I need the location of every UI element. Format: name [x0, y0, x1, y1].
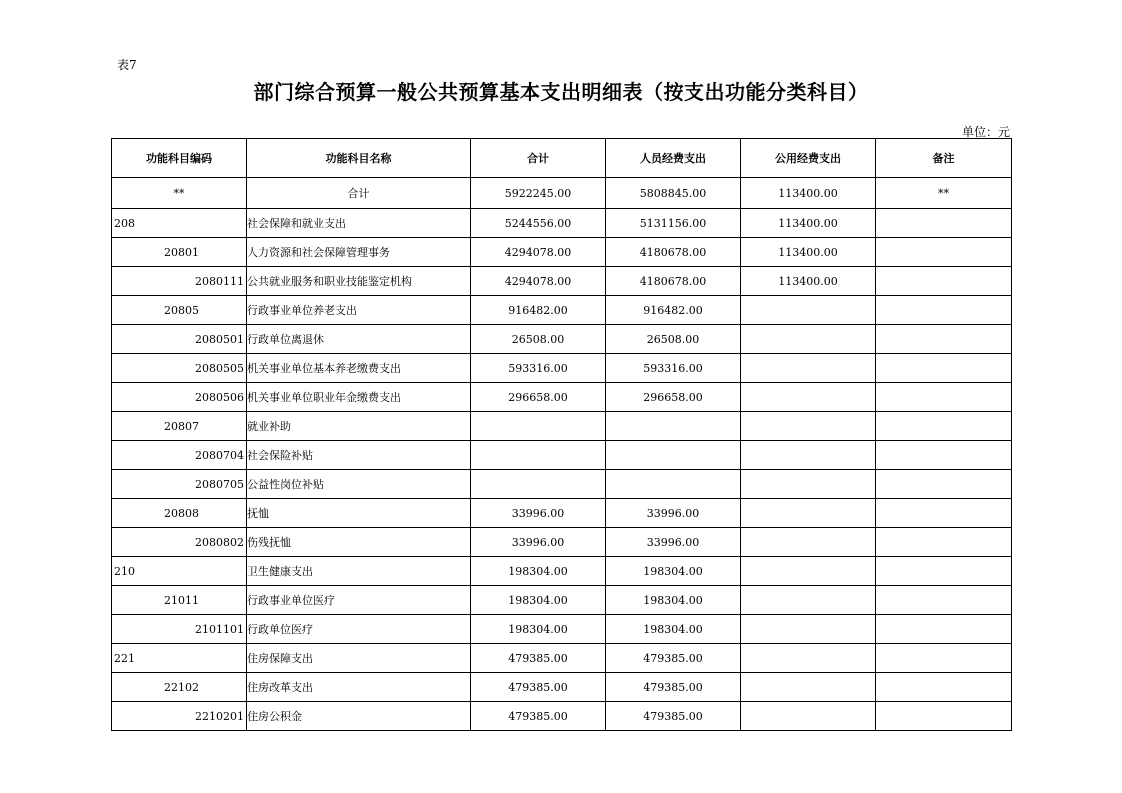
- table-row: [112, 354, 1012, 383]
- name-cell: 行政事业单位医疗: [247, 586, 471, 615]
- table-row: [112, 383, 1012, 412]
- total-cell: 33996.00: [471, 528, 606, 557]
- code-cell: 2080506: [112, 383, 247, 412]
- public-cell: [741, 586, 876, 615]
- total-personnel-cell: 5808845.00: [606, 178, 741, 209]
- table-row: [112, 557, 1012, 586]
- name-cell: 卫生健康支出: [247, 557, 471, 586]
- personnel-cell: 198304.00: [606, 586, 741, 615]
- table-row: [112, 586, 1012, 615]
- public-cell: [741, 499, 876, 528]
- table-row: [112, 644, 1012, 673]
- personnel-cell: 26508.00: [606, 325, 741, 354]
- personnel-cell: [606, 470, 741, 499]
- code-cell: 20807: [112, 412, 247, 441]
- code-cell: 20808: [112, 499, 247, 528]
- budget-table: [111, 138, 1012, 731]
- personnel-cell: 198304.00: [606, 615, 741, 644]
- personnel-cell: 916482.00: [606, 296, 741, 325]
- personnel-cell: 479385.00: [606, 644, 741, 673]
- name-cell: 行政单位离退休: [247, 325, 471, 354]
- total-code-cell: **: [112, 178, 247, 209]
- name-cell: 住房保障支出: [247, 644, 471, 673]
- note-cell: [876, 499, 1012, 528]
- public-cell: 113400.00: [741, 267, 876, 296]
- public-cell: [741, 470, 876, 499]
- name-cell: 机关事业单位基本养老缴费支出: [247, 354, 471, 383]
- code-cell: 20801: [112, 238, 247, 267]
- total-cell: 479385.00: [471, 644, 606, 673]
- table-number-label: 表7: [117, 58, 137, 72]
- personnel-cell: 33996.00: [606, 528, 741, 557]
- name-cell: 伤残抚恤: [247, 528, 471, 557]
- note-cell: [876, 441, 1012, 470]
- total-cell: 4294078.00: [471, 267, 606, 296]
- code-cell: 2080111: [112, 267, 247, 296]
- total-note-cell: **: [876, 178, 1012, 209]
- note-cell: [876, 238, 1012, 267]
- public-cell: [741, 441, 876, 470]
- table-row: [112, 615, 1012, 644]
- public-cell: [741, 383, 876, 412]
- table-row: [112, 209, 1012, 238]
- public-cell: [741, 557, 876, 586]
- table-row: [112, 296, 1012, 325]
- total-cell: 296658.00: [471, 383, 606, 412]
- header-cell-total: 合计: [471, 139, 606, 178]
- total-row: [112, 178, 1012, 209]
- name-cell: 住房公积金: [247, 702, 471, 731]
- note-cell: [876, 644, 1012, 673]
- total-cell: [471, 470, 606, 499]
- note-cell: [876, 557, 1012, 586]
- code-cell: 21011: [112, 586, 247, 615]
- table-row: [112, 499, 1012, 528]
- unit-label: 单位：元: [961, 125, 1010, 139]
- note-cell: [876, 209, 1012, 238]
- total-cell: 198304.00: [471, 586, 606, 615]
- personnel-cell: 4180678.00: [606, 238, 741, 267]
- note-cell: [876, 673, 1012, 702]
- table-row: [112, 673, 1012, 702]
- total-cell: [471, 441, 606, 470]
- note-cell: [876, 296, 1012, 325]
- table-row: [112, 470, 1012, 499]
- code-cell: 2080705: [112, 470, 247, 499]
- personnel-cell: 296658.00: [606, 383, 741, 412]
- note-cell: [876, 267, 1012, 296]
- name-cell: 公益性岗位补贴: [247, 470, 471, 499]
- total-cell: [471, 412, 606, 441]
- personnel-cell: 5131156.00: [606, 209, 741, 238]
- public-cell: 113400.00: [741, 209, 876, 238]
- total-public-cell: 113400.00: [741, 178, 876, 209]
- name-cell: 行政事业单位养老支出: [247, 296, 471, 325]
- code-cell: 2080501: [112, 325, 247, 354]
- total-cell: 479385.00: [471, 673, 606, 702]
- total-name-cell: 合计: [247, 178, 471, 209]
- total-cell: 198304.00: [471, 615, 606, 644]
- name-cell: 人力资源和社会保障管理事务: [247, 238, 471, 267]
- code-cell: 22102: [112, 673, 247, 702]
- table-row: [112, 702, 1012, 731]
- code-cell: 210: [112, 557, 247, 586]
- total-cell: 479385.00: [471, 702, 606, 731]
- name-cell: 住房改革支出: [247, 673, 471, 702]
- table-row: [112, 238, 1012, 267]
- personnel-cell: 479385.00: [606, 702, 741, 731]
- name-cell: 行政单位医疗: [247, 615, 471, 644]
- total-cell: 26508.00: [471, 325, 606, 354]
- name-cell: 社会保障和就业支出: [247, 209, 471, 238]
- public-cell: [741, 296, 876, 325]
- header-cell-personnel: 人员经费支出: [606, 139, 741, 178]
- note-cell: [876, 470, 1012, 499]
- code-cell: 2080704: [112, 441, 247, 470]
- public-cell: [741, 644, 876, 673]
- header-cell-name: 功能科目名称: [247, 139, 471, 178]
- personnel-cell: 198304.00: [606, 557, 741, 586]
- total-cell: 5244556.00: [471, 209, 606, 238]
- public-cell: [741, 673, 876, 702]
- public-cell: 113400.00: [741, 238, 876, 267]
- table-row: [112, 441, 1012, 470]
- code-cell: 208: [112, 209, 247, 238]
- personnel-cell: [606, 412, 741, 441]
- name-cell: 就业补助: [247, 412, 471, 441]
- personnel-cell: [606, 441, 741, 470]
- note-cell: [876, 528, 1012, 557]
- code-cell: 2101101: [112, 615, 247, 644]
- header-row: [112, 139, 1012, 178]
- header-cell-note: 备注: [876, 139, 1012, 178]
- code-cell: 2080802: [112, 528, 247, 557]
- note-cell: [876, 354, 1012, 383]
- name-cell: 抚恤: [247, 499, 471, 528]
- code-cell: 221: [112, 644, 247, 673]
- code-cell: 2210201: [112, 702, 247, 731]
- public-cell: [741, 615, 876, 644]
- total-cell: 4294078.00: [471, 238, 606, 267]
- table-row: [112, 528, 1012, 557]
- total-cell: 916482.00: [471, 296, 606, 325]
- total-cell: 198304.00: [471, 557, 606, 586]
- note-cell: [876, 325, 1012, 354]
- public-cell: [741, 354, 876, 383]
- personnel-cell: 593316.00: [606, 354, 741, 383]
- public-cell: [741, 528, 876, 557]
- personnel-cell: 33996.00: [606, 499, 741, 528]
- personnel-cell: 4180678.00: [606, 267, 741, 296]
- code-cell: 2080505: [112, 354, 247, 383]
- name-cell: 机关事业单位职业年金缴费支出: [247, 383, 471, 412]
- note-cell: [876, 702, 1012, 731]
- note-cell: [876, 412, 1012, 441]
- total-cell: 593316.00: [471, 354, 606, 383]
- header-cell-public: 公用经费支出: [741, 139, 876, 178]
- public-cell: [741, 325, 876, 354]
- total-cell: 33996.00: [471, 499, 606, 528]
- note-cell: [876, 383, 1012, 412]
- total-total-cell: 5922245.00: [471, 178, 606, 209]
- note-cell: [876, 586, 1012, 615]
- name-cell: 社会保险补贴: [247, 441, 471, 470]
- note-cell: [876, 615, 1012, 644]
- personnel-cell: 479385.00: [606, 673, 741, 702]
- public-cell: [741, 412, 876, 441]
- table-row: [112, 325, 1012, 354]
- table-row: [112, 412, 1012, 441]
- table-row: [112, 267, 1012, 296]
- page-title: 部门综合预算一般公共预算基本支出明细表（按支出功能分类科目）: [253, 80, 869, 104]
- name-cell: 公共就业服务和职业技能鉴定机构: [247, 267, 471, 296]
- code-cell: 20805: [112, 296, 247, 325]
- public-cell: [741, 702, 876, 731]
- header-cell-code: 功能科目编码: [112, 139, 247, 178]
